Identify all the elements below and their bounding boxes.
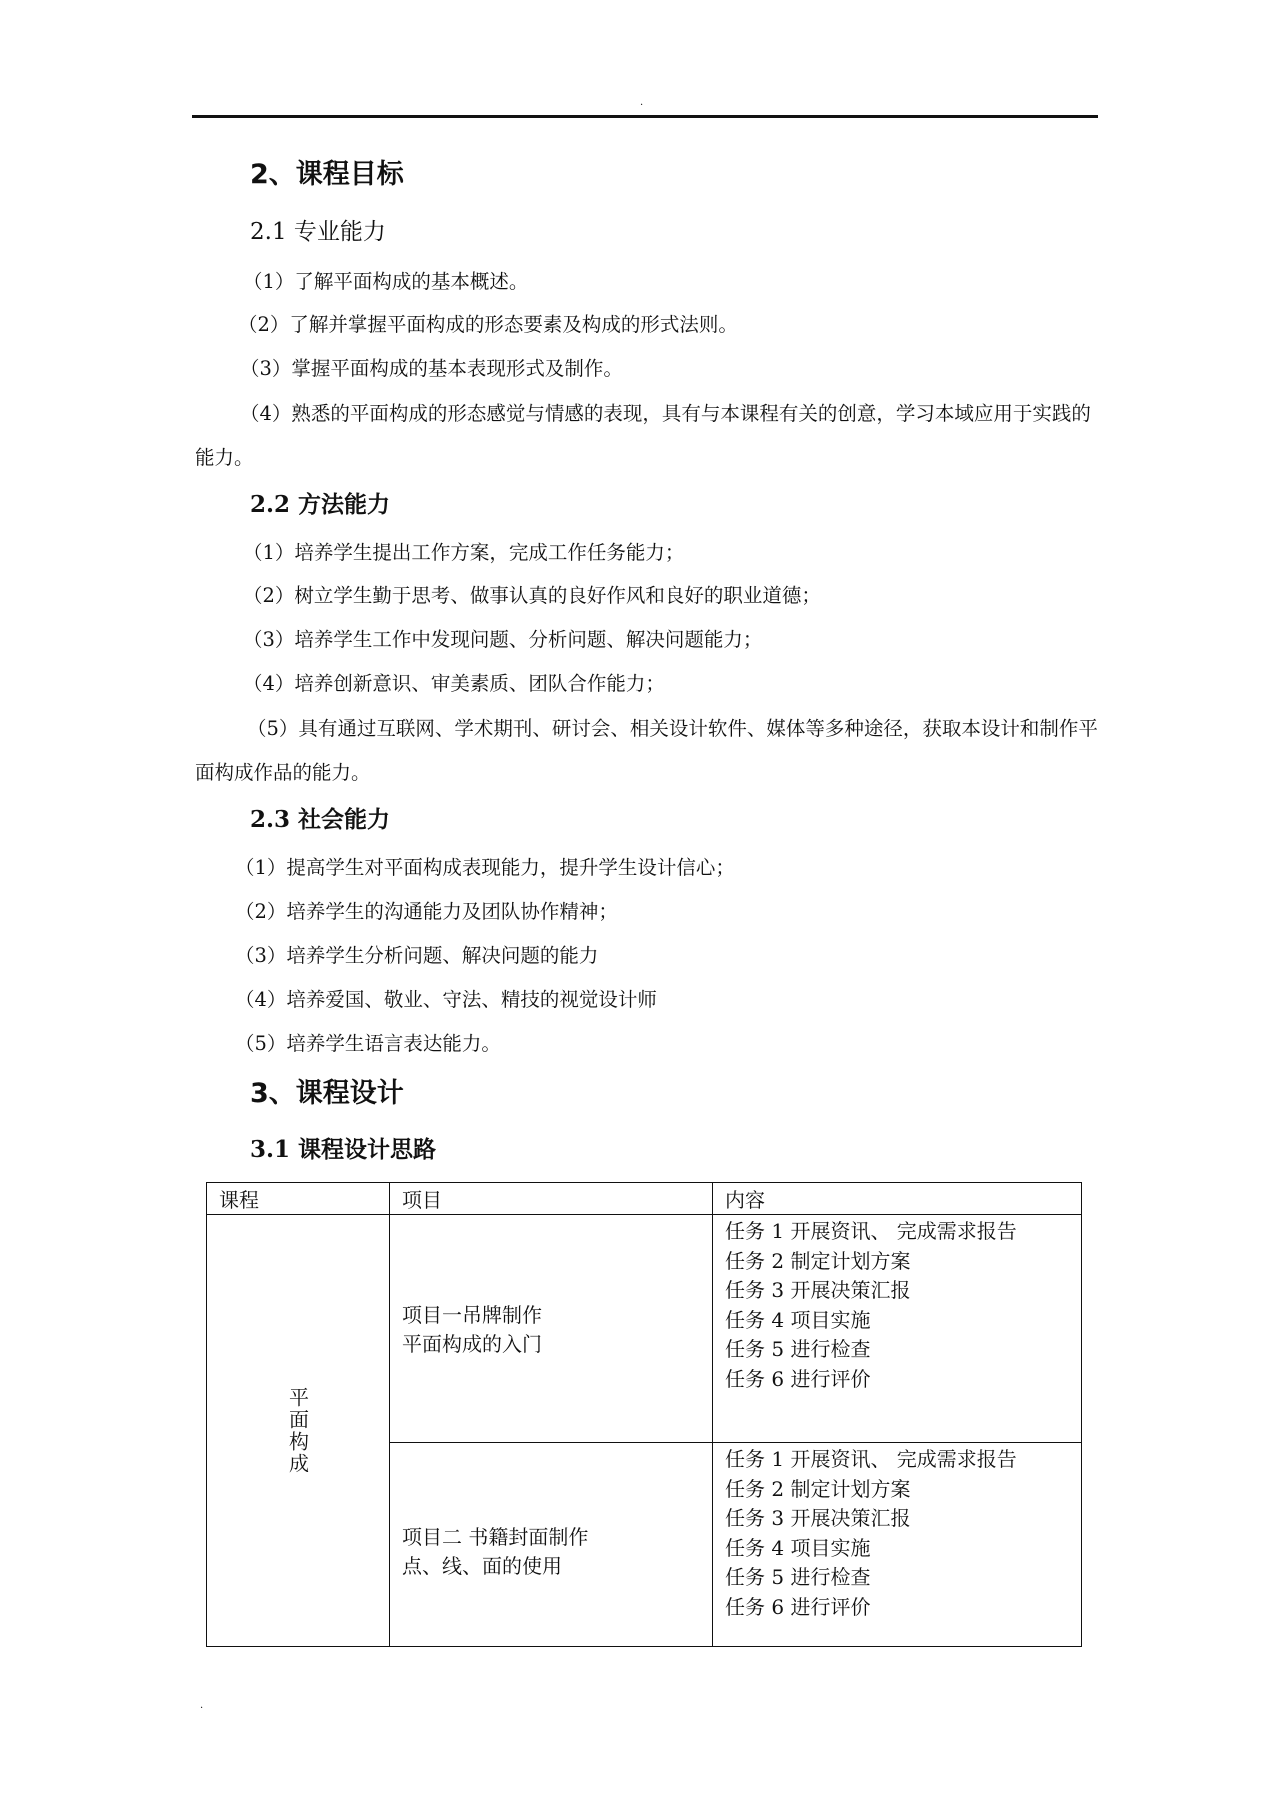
list-item: （3）培养学生工作中发现问题、分析问题、解决问题能力； [243,628,763,651]
project-name: 项目一吊牌制作 [402,1303,542,1327]
task-item: 任务 1 开展资讯、 完成需求报告 [725,1447,1017,1471]
header-dot: . [640,97,644,108]
list-item: （2）了解并掌握平面构成的形态要素及构成的形式法则。 [238,313,738,336]
table-header-row [207,1183,1082,1215]
course-name: 平面构成 [285,1386,310,1475]
task-item: 任务 1 开展资讯、 完成需求报告 [725,1219,1017,1243]
task-item: 任务 6 进行评价 [725,1594,871,1619]
list-item: （5）具有通过互联网、学术期刊、研讨会、相关设计软件、媒体等多种途径，获取本设计和制作平面构成作品的能力。 [195,717,1098,784]
task-item: 任务 4 项目实施 [725,1535,871,1560]
list-item: （4）熟悉的平面构成的形态感觉与情感的表现，具有与本课程有关的创意，学习本域应用于实践的能力。 [195,402,1091,469]
section-3-1-title: 3.1 课程设计思路 [250,1136,437,1163]
list-item: （2）树立学生勤于思考、做事认真的良好作风和良好的职业道德； [243,584,821,607]
section-2-title: 2、课程目标 [250,159,404,190]
table-header-project: 项目 [390,1183,713,1215]
project-cell [390,1443,713,1647]
list-item: （1）培养学生提出工作方案，完成工作任务能力； [243,541,685,564]
header-rule [192,115,1098,118]
list-item: （2）培养学生的沟通能力及团队协作精神； [235,900,618,923]
section-2-3-title: 2.3 社会能力 [250,806,391,833]
task-item: 任务 4 项目实施 [725,1307,871,1332]
list-item: （4）培养创新意识、审美素质、团队合作能力； [243,672,665,695]
section-2-2-title: 2.2 方法能力 [250,491,391,518]
task-item: 任务 3 开展决策汇报 [725,1278,911,1302]
footer-dot: . [200,1700,204,1711]
tasks-cell [713,1215,1082,1443]
task-item: 任务 5 进行检查 [725,1565,871,1589]
table-row [207,1215,1082,1443]
list-item: （3）培养学生分析问题、解决问题的能力 [235,944,599,967]
project-subtitle: 平面构成的入门 [402,1332,542,1356]
task-item: 任务 2 制定计划方案 [725,1248,911,1273]
tasks-cell [713,1443,1082,1647]
project-cell [390,1215,713,1443]
list-item: （4）培养爱国、敬业、守法、精技的视觉设计师 [235,988,657,1011]
task-item: 任务 5 进行检查 [725,1337,871,1361]
course-cell [207,1215,390,1647]
section-2-1-title: 2.1 专业能力 [250,219,386,245]
project-name: 项目二 书籍封面制作 [402,1525,589,1549]
list-item: （1）提高学生对平面构成表现能力，提升学生设计信心； [235,856,735,879]
task-item: 任务 3 开展决策汇报 [725,1506,911,1530]
table-header-content: 内容 [713,1183,1082,1215]
list-item: （5）培养学生语言表达能力。 [235,1032,501,1055]
list-item: （3）掌握平面构成的基本表现形式及制作。 [240,357,623,380]
task-item: 任务 2 制定计划方案 [725,1476,911,1501]
list-item: （1）了解平面构成的基本概述。 [243,270,529,293]
section-3-title: 3、课程设计 [250,1078,404,1109]
course-design-table [206,1182,1082,1647]
task-item: 任务 6 进行评价 [725,1366,871,1391]
table-header-course: 课程 [207,1183,390,1215]
project-subtitle: 点、线、面的使用 [402,1554,562,1578]
